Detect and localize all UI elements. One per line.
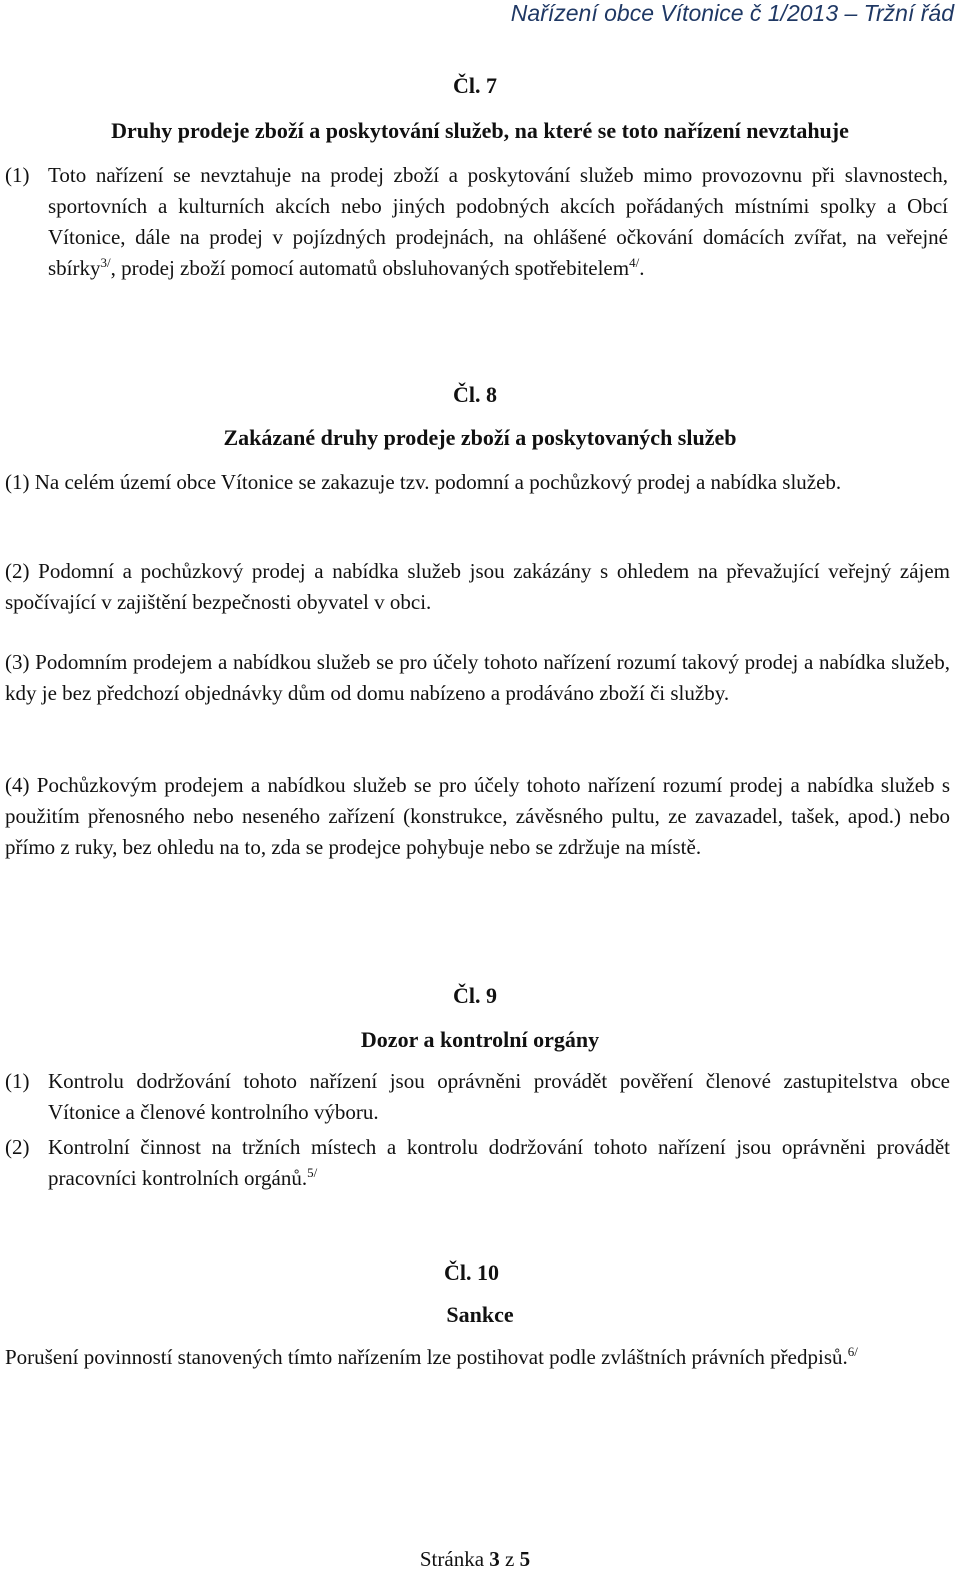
footer-page-number: 3: [489, 1547, 500, 1571]
article-9-paragraph-2-number: (2): [5, 1135, 30, 1159]
article-8-number: Čl. 8: [453, 382, 497, 407]
article-9-title: Dozor a kontrolní orgány: [360, 1027, 600, 1052]
page-footer: [0, 1547, 950, 1572]
footer-separator: z: [505, 1547, 515, 1571]
article-10-paragraph-1: [5, 1342, 885, 1373]
article-7-number: Čl. 7: [453, 73, 497, 98]
article-8-paragraph-2: (2) Podomní a pochůzkový prodej a nabídka služeb jsou zakázány s ohledem na převažující veřejný zájem spočívající v zajištění bezpečnosti obyvatel v obci.: [5, 559, 950, 614]
article-7-paragraph-1-text: Toto nařízení se nevztahuje na prodej zboží a poskytování služeb mimo provozovnu při slavnostech, sportovních a kulturních akcích nebo jiných podobných akcích pořádaných místními spolky a Obcí Vítonice, dále na prodej v pojízdných prodejnách, na ohlášené očkování domácích zvířat, na veřejné sbírky: [48, 163, 948, 280]
article-8-paragraph-4: (4) Pochůzkovým prodejem a nabídkou služeb se pro účely tohoto nařízení rozumí prodej a nabídka služeb s použitím přenosného nebo neseného zařízení (konstrukce, závěsného pultu, ze zavazadel, tašek, apod.) nebo přímo z ruky, bez ohledu na to, zda se prodejce pohybuje nebo se zdržuje na místě.: [5, 773, 950, 859]
article-7-paragraph-1: [5, 160, 948, 284]
article-7-paragraph-1-end: .: [639, 256, 645, 280]
article-8-title: Zakázané druhy prodeje zboží a poskytovaných služeb: [223, 425, 737, 450]
footnote-ref-5: 5/: [307, 1165, 318, 1180]
article-7-title: Druhy prodeje zboží a poskytování služeb, na které se toto nařízení nevztahuje: [111, 118, 849, 143]
footer-prefix: Stránka: [419, 1547, 485, 1571]
article-8-paragraph-1: (1) Na celém území obce Vítonice se zakazuje tzv. podomní a pochůzkový prodej a nabídka služeb.: [5, 470, 842, 494]
article-9-paragraph-1-text: Kontrolu dodržování tohoto nařízení jsou oprávněni provádět pověření členové zastupitelstva obce Vítonice a členové kontrolního výboru.: [48, 1069, 950, 1124]
article-10-number: Čl. 10: [444, 1260, 499, 1285]
article-8-paragraph-3: (3) Podomním prodejem a nabídkou služeb se pro účely tohoto nařízení rozumí takový prodej a nabídka služeb, kdy je bez předchozí objednávky dům od domu nabízeno a prodáváno zboží či služby.: [5, 650, 950, 705]
article-9-paragraph-1: [5, 1066, 950, 1128]
footnote-ref-6: 6/: [847, 1344, 858, 1359]
footer-page-total: 5: [519, 1547, 531, 1571]
article-7-paragraph-1-middle: , prodej zboží pomocí automatů obsluhovaných spotřebitelem: [110, 256, 630, 280]
footnote-ref-3: 3/: [100, 255, 111, 270]
article-10-paragraph-1-text: Porušení povinností stanovených tímto nařízením lze postihovat podle zvláštních právních předpisů.: [5, 1345, 848, 1369]
article-9-paragraph-1-number: (1): [5, 1069, 30, 1093]
article-10-title: Sankce: [446, 1302, 514, 1327]
footnote-ref-4: 4/: [629, 255, 640, 270]
article-9-number: Čl. 9: [453, 983, 497, 1008]
article-9-paragraph-2: [5, 1132, 950, 1194]
running-header: Nařízení obce Vítonice č 1/2013 – Tržní řád: [510, 0, 954, 26]
article-9-paragraph-2-text: Kontrolní činnost na tržních místech a kontrolu dodržování tohoto nařízení jsou oprávněni provádět pracovníci kontrolních orgánů.: [48, 1135, 950, 1190]
article-7-paragraph-1-number: (1): [5, 163, 30, 187]
